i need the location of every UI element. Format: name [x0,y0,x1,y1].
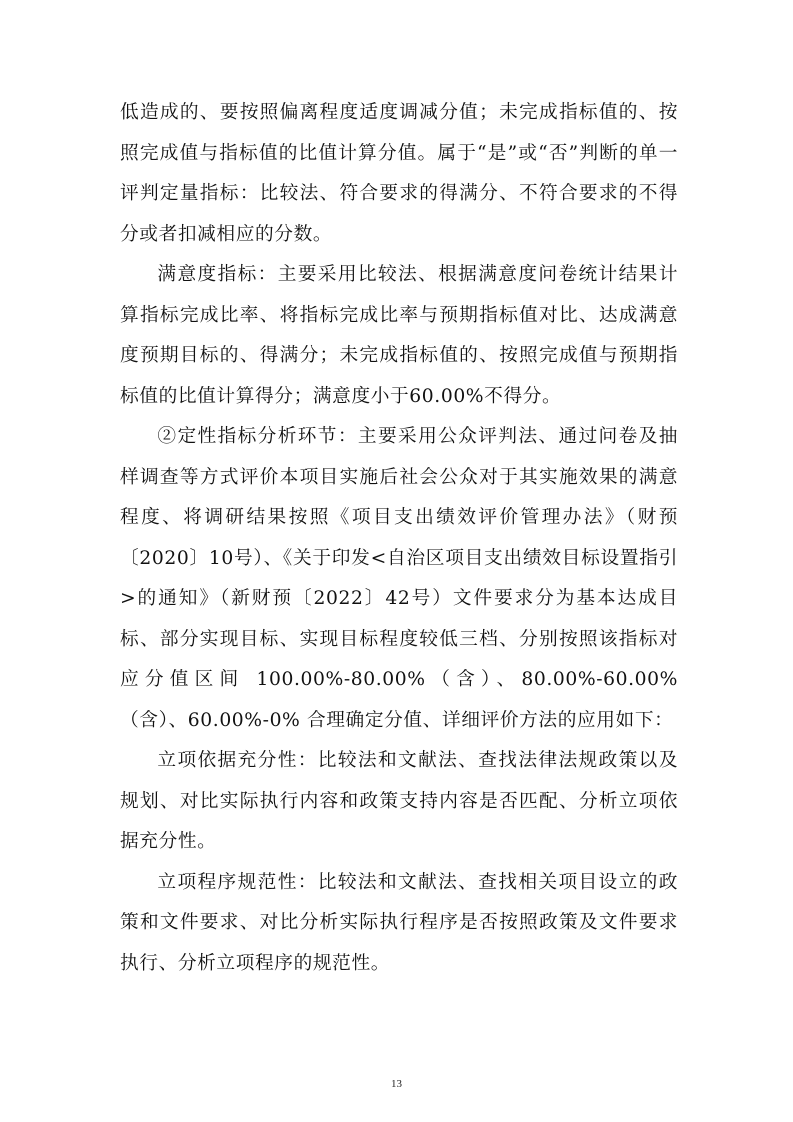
paragraph-project-procedure: 立项程序规范性：比较法和文献法、查找相关项目设立的政策和文件要求、对比分析实际执行程序是否按照政策及文件要求执行、分析立项程序的规范性。 [120,871,678,974]
paragraph-qualitative-analysis: ②定性指标分析环节：主要采用公众评判法、通过问卷及抽样调查等方式评价本项目实施后社会公众对于其实施效果的满意程度、将调研结果按照《项目支出绩效评价管理办法》（财预〔2020〕10号）、《关于印发<自治区项目支出绩效目标设置指引>的通知》（新财预〔2022〕42号）文件要求分为基本达成目标、部分实现目标、实现目标程度较低三档、分别按照该指标对应分值区间 100.00%-80.00%（含）、80.00%-60.00%（含）、60.00%-0% 合理确定分值、详细评价方法的应用如下： [120,426,678,731]
body-text [120,93,678,984]
paragraph-continuation: 低造成的、要按照偏离程度适度调减分值；未完成指标值的、按照完成值与指标值的比值计算分值。属于“是”或“否”判断的单一评判定量指标：比较法、符合要求的得满分、不符合要求的不得分或者扣减相应的分数。 [120,102,678,245]
paragraph-satisfaction-indicator: 满意度指标：主要采用比较法、根据满意度问卷统计结果计算指标完成比率、将指标完成比率与预期指标值对比、达成满意度预期目标的、得满分；未完成指标值的、按照完成值与预期指标值的比值计算得分；满意度小于60.00%不得分。 [120,264,678,407]
paragraph-project-basis: 立项依据充分性：比较法和文献法、查找法律法规政策以及规划、对比实际执行内容和政策支持内容是否匹配、分析立项依据充分性。 [120,750,678,852]
page-number: 13 [391,1078,402,1090]
